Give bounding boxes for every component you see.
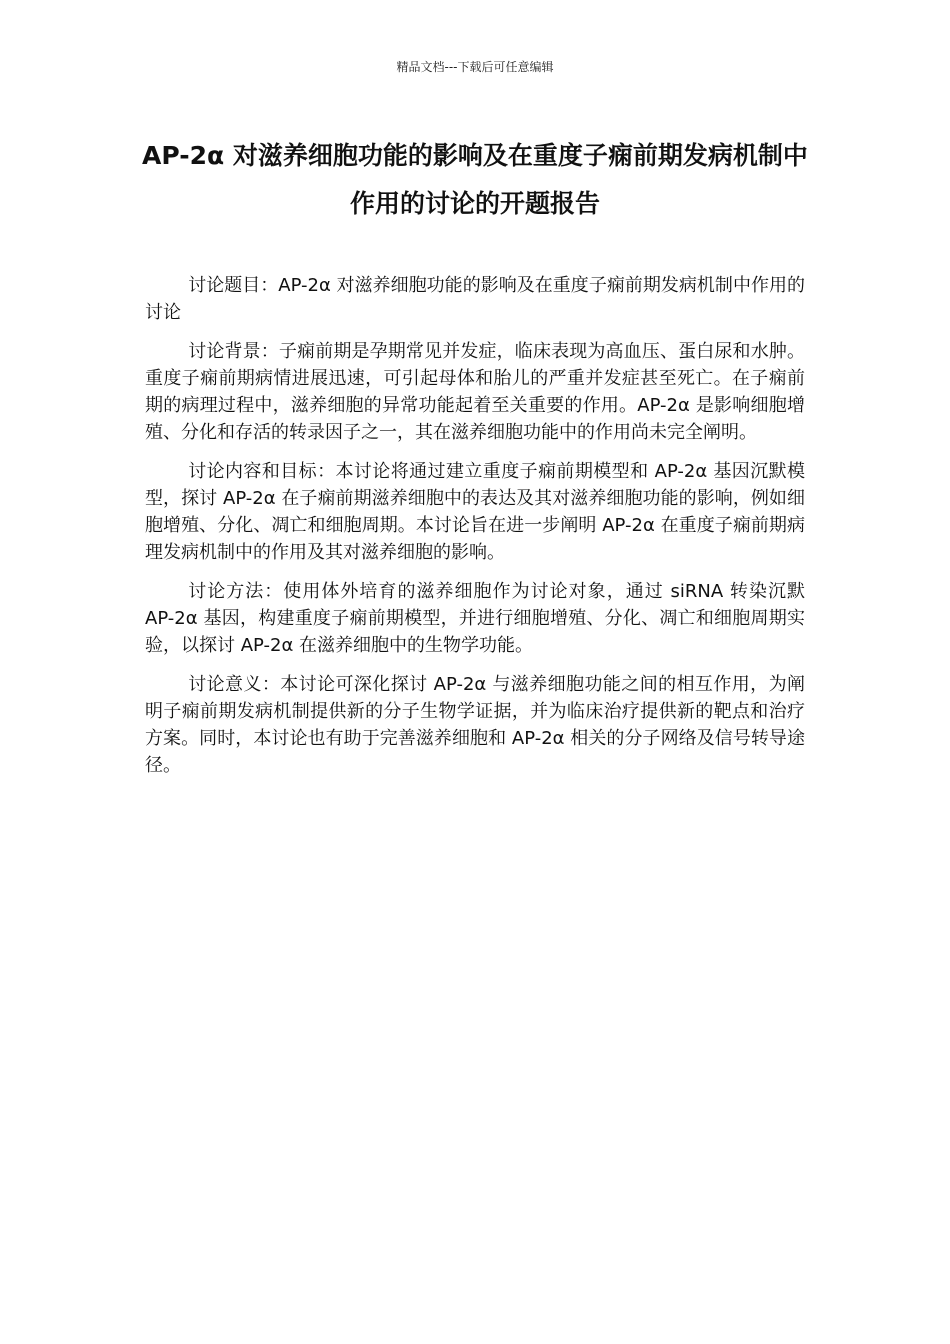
document-title: AP-2α 对滋养细胞功能的影响及在重度子痫前期发病机制中作用的讨论的开题报告 <box>142 141 808 218</box>
paragraph-content-goals: 讨论内容和目标：本讨论将通过建立重度子痫前期模型和 AP-2α 基因沉默模型，探讨 AP-2α 在子痫前期滋养细胞中的表达及其对滋养细胞功能的影响，例如细胞增殖、分化、凋亡和细胞周期。本讨论旨在进一步阐明 AP-2α 在重度子痫前期病理发病机制中的作用及其对滋养细胞的影响。 <box>145 461 805 563</box>
paragraph-background: 讨论背景：子痫前期是孕期常见并发症，临床表现为高血压、蛋白尿和水肿。重度子痫前期病情进展迅速，可引起母体和胎儿的严重并发症甚至死亡。在子痫前期的病理过程中，滋养细胞的异常功能起着至关重要的作用。AP-2α 是影响细胞增殖、分化和存活的转录因子之一，其在滋养细胞功能中的作用尚未完全阐明。 <box>145 341 805 443</box>
paragraph-methods: 讨论方法：使用体外培育的滋养细胞作为讨论对象，通过 siRNA 转染沉默 AP-2α 基因，构建重度子痫前期模型，并进行细胞增殖、分化、凋亡和细胞周期实验，以探讨 AP-2α 在滋养细胞中的生物学功能。 <box>145 581 805 656</box>
document-body <box>145 272 805 791</box>
paragraph-significance: 讨论意义：本讨论可深化探讨 AP-2α 与滋养细胞功能之间的相互作用，为阐明子痫前期发病机制提供新的分子生物学证据，并为临床治疗提供新的靶点和治疗方案。同时，本讨论也有助于完善滋养细胞和 AP-2α 相关的分子网络及信号转导途径。 <box>145 674 805 776</box>
header-note: 精品文档---下载后可任意编辑 <box>396 60 554 74</box>
paragraph-topic: 讨论题目：AP-2α 对滋养细胞功能的影响及在重度子痫前期发病机制中作用的讨论 <box>145 275 805 323</box>
